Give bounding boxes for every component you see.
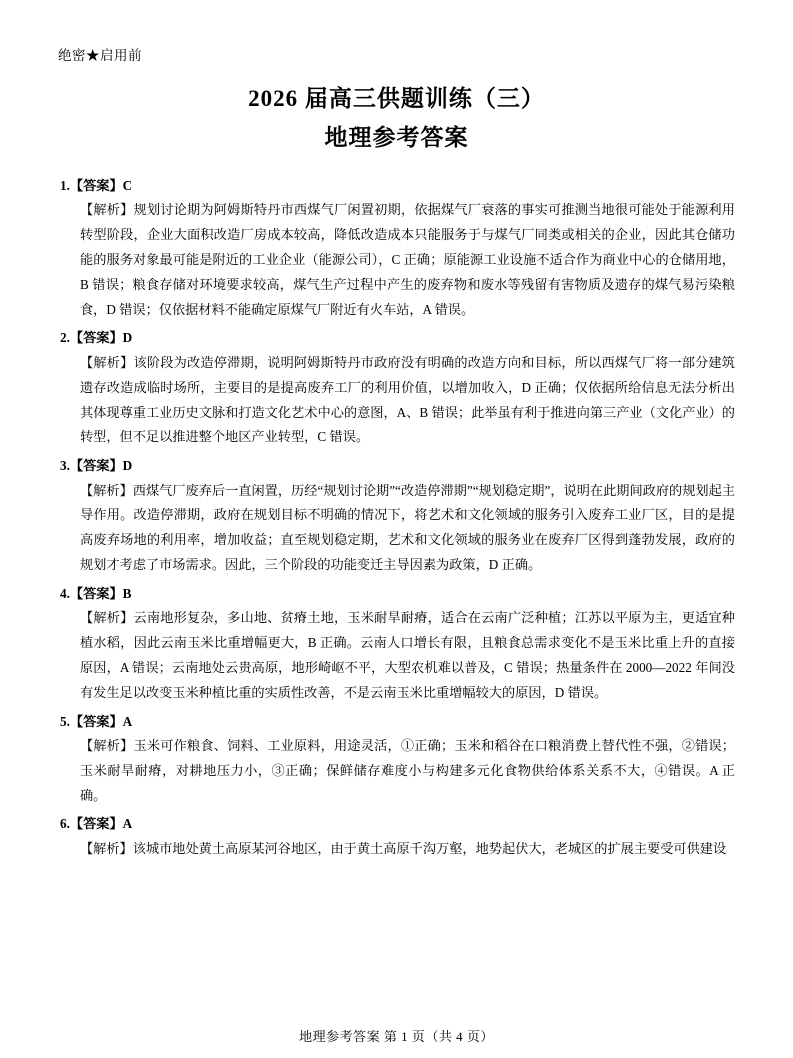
qa-item bbox=[58, 710, 735, 809]
qa-item bbox=[58, 174, 735, 322]
page-subtitle: 地理参考答案 bbox=[324, 125, 469, 150]
answer-line: 3.【答案】D bbox=[60, 458, 133, 474]
answer-line: 4.【答案】B bbox=[60, 585, 132, 601]
answer-line: 1.【答案】C bbox=[60, 178, 133, 193]
qa-item bbox=[58, 326, 735, 450]
qa-item bbox=[58, 454, 735, 578]
explanation-text: 【解析】该阶段为改造停滞期，说明阿姆斯特丹市政府没有明确的改造方向和目标，所以西煤气厂将一部分建筑遗存改造成临时场所，主要目的是提高废弃工厂的利用价值，以增加收入，D 正确；仅依据所给信息无法分析出其体现尊重工业历史文脉和打造文化艺术中心的意图，A、B 错误；此举虽有利于推进向第三产业（文化产业）的转型，但不足以推进整个地区产业转型，C 错误。 bbox=[80, 354, 735, 445]
page-title: 2026 届高三供题训练（三） bbox=[248, 86, 545, 111]
explanation-text: 【解析】该城市地处黄土高原某河谷地区，由于黄土高原千沟万壑，地势起伏大，老城区的扩展主要受可供建设 bbox=[80, 840, 727, 856]
answer-line: 2.【答案】D bbox=[60, 330, 133, 346]
qa-item bbox=[58, 582, 735, 706]
answer-line: 5.【答案】A bbox=[60, 713, 133, 729]
explanation-text: 【解析】玉米可作粮食、饲料、工业原料，用途灵活，①正确；玉米和稻谷在口粮消费上替代性不强，②错误；玉米耐旱耐瘠，对耕地压力小，③正确；保鲜储存难度小与构建多元化食物供给体系关系不大，④错误。A 正确。 bbox=[80, 737, 735, 803]
answer-line: 6.【答案】A bbox=[60, 816, 133, 832]
explanation-text: 【解析】云南地形复杂，多山地、贫瘠土地，玉米耐旱耐瘠，适合在云南广泛种植；江苏以平原为主，更适宜种植水稻，因此云南玉米比重增幅更大，B 正确。云南人口增长有限，且粮食总需求变化不是玉米比重上升的直接原因，A 错误；云南地处云贵高原，地形崎岖不平，大型农机难以普及，C 错误；热量条件在 2000—2022 年间没有发生足以改变玉米种植比重的实质性改善，不是云南玉米比重增幅较大的原因，D 错误。 bbox=[80, 610, 735, 700]
page-footer: 地理参考答案 第 1 页（共 4 页） bbox=[299, 1029, 494, 1044]
secret-mark: 绝密★启用前 bbox=[58, 48, 142, 63]
explanation-text: 【解析】规划讨论期为阿姆斯特丹市西煤气厂闲置初期，依据煤气厂衰落的事实可推测当地很可能处于能源利用转型阶段，企业大面积改造厂房成本较高，降低改造成本只能服务于与煤气厂同类或相关的企业，因此其仓储功能的服务对象最可能是附近的工业企业（能源公司），C 正确；原能源工业设施不适合作为商业中心的仓储用地，B 错误；粮食存储对环境要求较高，煤气生产过程中产生的废弃物和废水等残留有害物质及遗存的煤气易污染粮食，D 错误；仅依据材料不能确定原煤气厂附近有火车站，A 错误。 bbox=[80, 202, 735, 317]
qa-item bbox=[58, 812, 735, 861]
explanation-text: 【解析】西煤气厂废弃后一直闲置，历经“规划讨论期”“改造停滞期”“规划稳定期”，说明在此期间政府的规划起主导作用。改造停滞期，政府在规划目标不明确的情况下，将艺术和文化领域的服务引入废弃工业厂区，目的是提高废弃场地的利用率，增加收益；直至规划稳定期，艺术和文化领域的服务业在废弃厂区得到蓬勃发展，政府的规划才考虑了市场需求。因此，三个阶段的功能变迁主导因素为政策，D 正确。 bbox=[80, 482, 735, 573]
